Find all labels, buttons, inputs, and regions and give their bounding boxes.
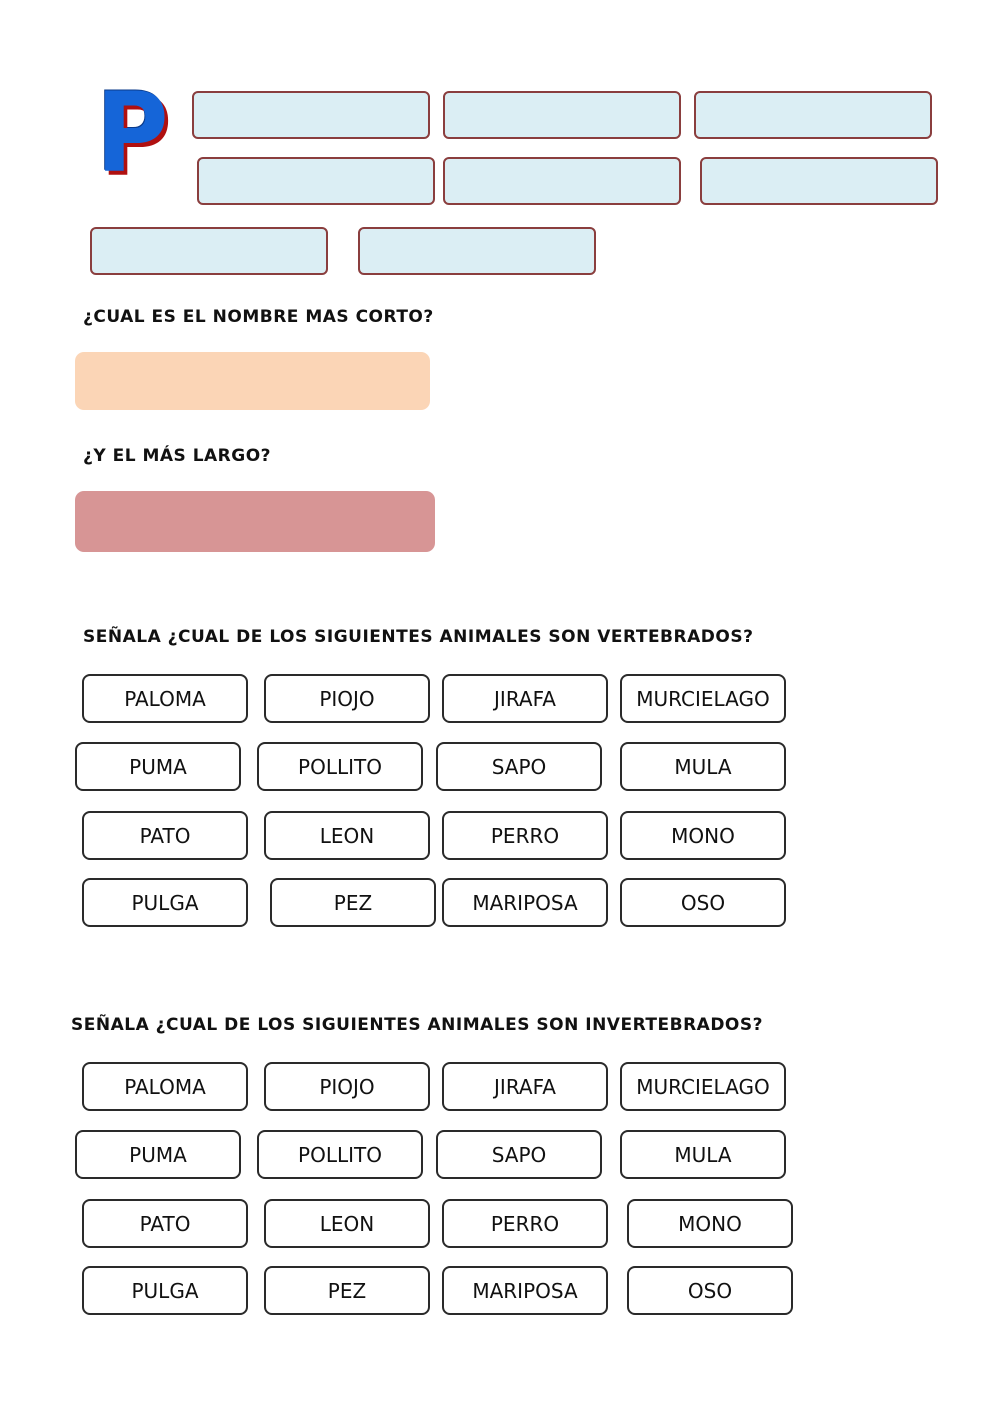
invert-chip[interactable]: LEON [264,1199,430,1248]
invert-chip[interactable]: OSO [627,1266,793,1315]
vert-chip[interactable]: LEON [264,811,430,860]
vert-chip[interactable]: POLLITO [257,742,423,791]
vert-chip[interactable]: PULGA [82,878,248,927]
invert-chip[interactable]: PEZ [264,1266,430,1315]
invert-chip[interactable]: PULGA [82,1266,248,1315]
invert-chip[interactable]: SAPO [436,1130,602,1179]
invert-chip[interactable]: PUMA [75,1130,241,1179]
invert-chip[interactable]: POLLITO [257,1130,423,1179]
vert-chip[interactable]: PALOMA [82,674,248,723]
vert-chip[interactable]: MULA [620,742,786,791]
invert-chip[interactable]: MULA [620,1130,786,1179]
vert-chip[interactable]: PIOJO [264,674,430,723]
invert-chip[interactable]: JIRAFA [442,1062,608,1111]
invert-chip[interactable]: PALOMA [82,1062,248,1111]
vert-chip[interactable]: PATO [82,811,248,860]
question-shortest: ¿CUAL ES EL NOMBRE MAS CORTO? [83,307,434,327]
word-blank-2[interactable] [443,91,681,139]
vert-chip[interactable]: SAPO [436,742,602,791]
answer-longest-box[interactable] [75,491,435,552]
big-letter-p: P [96,69,169,197]
word-blank-5[interactable] [443,157,681,205]
word-blank-3[interactable] [694,91,932,139]
invert-chip[interactable]: MURCIELAGO [620,1062,786,1111]
word-blank-8[interactable] [358,227,596,275]
word-blank-7[interactable] [90,227,328,275]
word-blank-4[interactable] [197,157,435,205]
vert-chip[interactable]: MONO [620,811,786,860]
invert-chip[interactable]: MONO [627,1199,793,1248]
word-blank-6[interactable] [700,157,938,205]
invert-chip[interactable]: MARIPOSA [442,1266,608,1315]
invert-chip[interactable]: PERRO [442,1199,608,1248]
vert-chip[interactable]: MURCIELAGO [620,674,786,723]
invert-chip[interactable]: PATO [82,1199,248,1248]
invert-chip[interactable]: PIOJO [264,1062,430,1111]
question-vertebrates: SEÑALA ¿CUAL DE LOS SIGUIENTES ANIMALES SON VERTEBRADOS? [83,627,754,647]
word-blank-1[interactable] [192,91,430,139]
vert-chip[interactable]: PEZ [270,878,436,927]
vert-chip[interactable]: JIRAFA [442,674,608,723]
vert-chip[interactable]: PUMA [75,742,241,791]
answer-shortest-box[interactable] [75,352,430,410]
vert-chip[interactable]: MARIPOSA [442,878,608,927]
question-invertebrates: SEÑALA ¿CUAL DE LOS SIGUIENTES ANIMALES SON INVERTEBRADOS? [71,1015,763,1035]
vert-chip[interactable]: OSO [620,878,786,927]
question-longest: ¿Y EL MÁS LARGO? [83,446,272,466]
vert-chip[interactable]: PERRO [442,811,608,860]
